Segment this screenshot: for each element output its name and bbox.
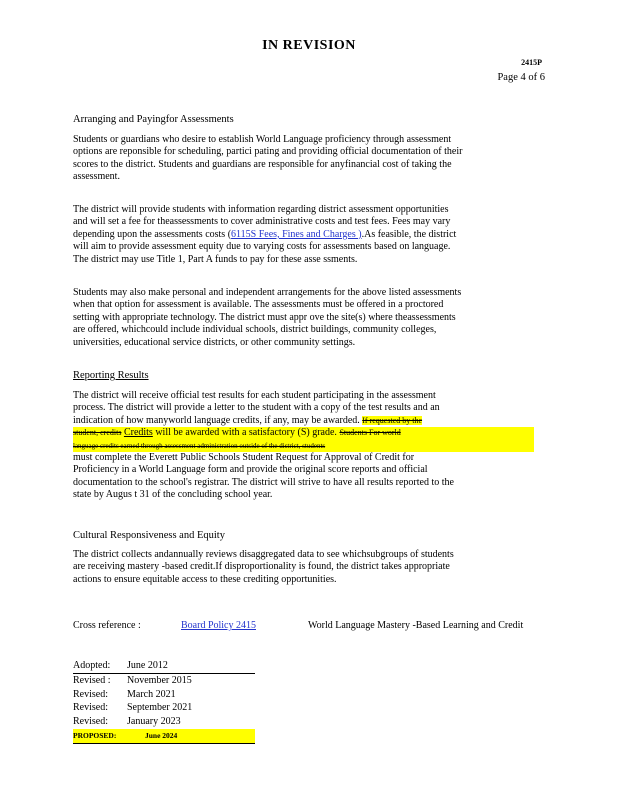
text-line: will aim to provide assessment equity due to varying costs for assessments based on language.	[73, 241, 451, 253]
paragraph-arranging-1	[73, 134, 534, 184]
history-row	[73, 688, 255, 702]
history-date: June 2012	[127, 660, 168, 671]
heading-arranging: Arranging and Payingfor Assessments	[73, 114, 234, 125]
deleted-text-line: language credits earned through assessment administration outside of the district, students	[73, 440, 534, 452]
paragraph-cultural	[73, 549, 534, 586]
heading-cultural: Cultural Responsiveness and Equity	[73, 530, 225, 541]
text-line: The district will receive official test results for each student participating in the assessment	[73, 390, 436, 401]
history-date: November 2015	[127, 674, 192, 686]
cross-reference-label: Cross reference :	[73, 620, 141, 631]
history-date: January 2023	[127, 716, 181, 728]
text-line: options are reponsible for scheduling, partici pating and providing official documentation of their	[73, 146, 463, 158]
text-fragment: indication of how manyworld language credits, if any, may be awarded.	[73, 414, 363, 426]
text-line: Students may also make personal and independent arrangements for the above listed assessments	[73, 287, 462, 298]
text-line: and will set a fee for theassessments to cover administrative costs and test fees. Fees may vary	[73, 216, 451, 228]
text-line: The district collects andannually reviews disaggregated data to see whichsubgroups of students	[73, 549, 454, 560]
text-line: setting with appropriate technology. The district must appr ove the site(s) where theassessments	[73, 311, 456, 323]
text-line: assessment.	[73, 171, 120, 183]
text-line: must complete the Everett Public Schools Student Request for Approval of Credit for	[73, 452, 415, 464]
history-row	[73, 674, 255, 688]
revision-history	[73, 659, 255, 744]
text-line: documentation to the school's registrar. The district will strive to have all results reported to the	[73, 476, 454, 488]
text-line	[73, 427, 534, 439]
history-date: September 2021	[127, 702, 193, 714]
history-key: PROPOSED:	[73, 730, 117, 740]
text-fragment: .As feasible, the district	[361, 228, 457, 240]
text-fragment: will be awarded with a satisfactory (S) grade.	[152, 427, 340, 439]
history-row	[73, 701, 255, 715]
text-line: Students or guardians who desire to establish World Language proficiency through assessment	[73, 134, 452, 145]
policy-6115s-link[interactable]: 6115S Fees, Fines and Charges )	[231, 228, 362, 240]
text-line: process. The district will provide a letter to the student with a copy of the test results and an	[73, 402, 440, 414]
cross-reference-title: World Language Mastery -Based Learning and Credit	[308, 620, 524, 631]
history-key: Adopted:	[73, 660, 111, 671]
text-line: scores to the district. Students and guardians are responsible for anyfinancial cost of taking the	[73, 158, 452, 170]
deleted-text: student, credits	[73, 428, 122, 438]
text-line: are receiving mastery -based credit.If disproportionality is found, the district takes appropriate	[73, 561, 450, 573]
paragraph-reporting	[73, 390, 534, 502]
history-row	[73, 659, 255, 674]
text-line: Proficiency in a World Language form and provide the original score reports and official	[73, 464, 428, 476]
deleted-text: If requested by the	[362, 415, 423, 425]
history-date: March 2021	[127, 688, 176, 700]
page-number: Page 4 of 6	[497, 72, 545, 83]
text-line	[73, 415, 534, 427]
inserted-text: Credits	[123, 427, 153, 439]
history-date: June 2024	[145, 730, 178, 740]
text-fragment: depending upon the assessments costs (	[73, 228, 232, 240]
history-key: Revised :	[73, 674, 111, 686]
page-title: IN REVISION	[262, 38, 356, 53]
paragraph-arranging-2	[73, 204, 534, 266]
text-line: The district may use Title 1, Part A funds to pay for these asse ssments.	[73, 253, 358, 265]
text-line: universities, educational service districts, or other community settings.	[73, 336, 356, 348]
board-policy-link[interactable]: Board Policy 2415	[181, 620, 256, 631]
history-key: Revised:	[73, 688, 108, 700]
paragraph-arranging-3	[73, 287, 534, 349]
text-line	[73, 229, 534, 241]
heading-reporting: Reporting Results	[73, 370, 149, 381]
text-line: when that option for assessment is available. The assessments must be offered in a proctored	[73, 299, 444, 311]
text-line: actions to ensure equitable access to these crediting opportunities.	[73, 573, 337, 585]
text-line: state by Augus t 31 of the concluding school year.	[73, 489, 273, 501]
deleted-text: Students For world	[339, 428, 401, 438]
text-line: The district will provide students with information regarding district assessment opportunities	[73, 204, 449, 215]
history-row-proposed	[73, 729, 255, 744]
history-key: Revised:	[73, 702, 108, 714]
text-line: are offered, whichcould include individual schools, district buildings, community colleges,	[73, 324, 437, 336]
history-row	[73, 715, 255, 729]
policy-code: 2415P	[521, 58, 542, 67]
history-key: Revised:	[73, 716, 108, 728]
